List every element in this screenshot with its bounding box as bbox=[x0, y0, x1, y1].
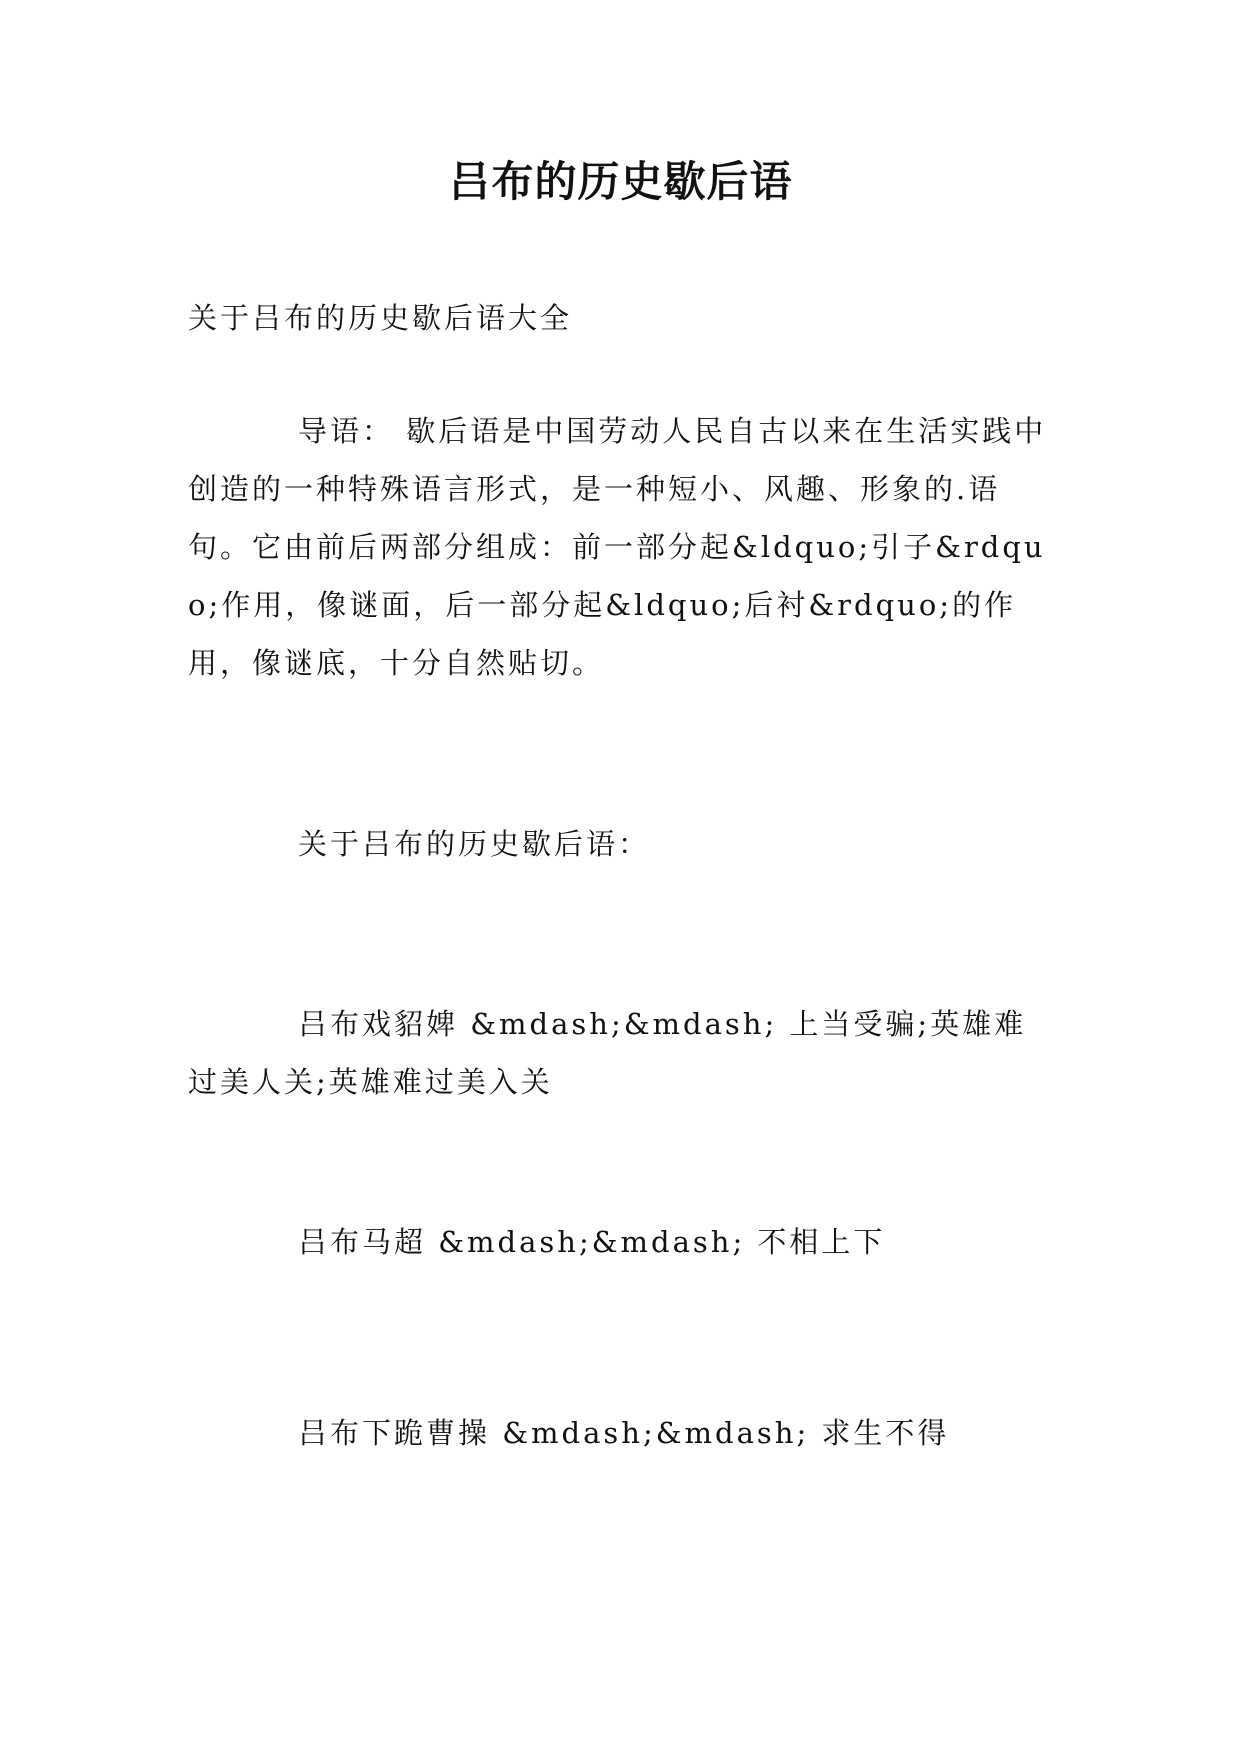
list-item: 吕布戏貂婢 &mdash;&mdash; 上当受骗;英雄难过美人关;英雄难过美入关 bbox=[188, 1007, 1027, 1099]
document-subtitle: 关于吕布的历史歇后语大全 bbox=[188, 301, 573, 335]
document-title: 吕布的历史歇后语 bbox=[448, 157, 793, 206]
list-item: 吕布下跪曹操 &mdash;&mdash; 求生不得 bbox=[298, 1416, 950, 1450]
section-heading: 关于吕布的历史歇后语： bbox=[298, 827, 651, 861]
list-item: 吕布马超 &mdash;&mdash; 不相上下 bbox=[298, 1225, 886, 1259]
intro-paragraph: 导语： 歇后语是中国劳动人民自古以来在生活实践中创造的一种特殊语言形式，是一种短小、风趣、形象的.语句。它由前后两部分组成：前一部分起&ldquo;引子&rdquo;作用，像谜面，后一部分起&ldquo;后衬&rdquo;的作用，像谜底，十分自然贴切。 bbox=[188, 414, 1047, 680]
